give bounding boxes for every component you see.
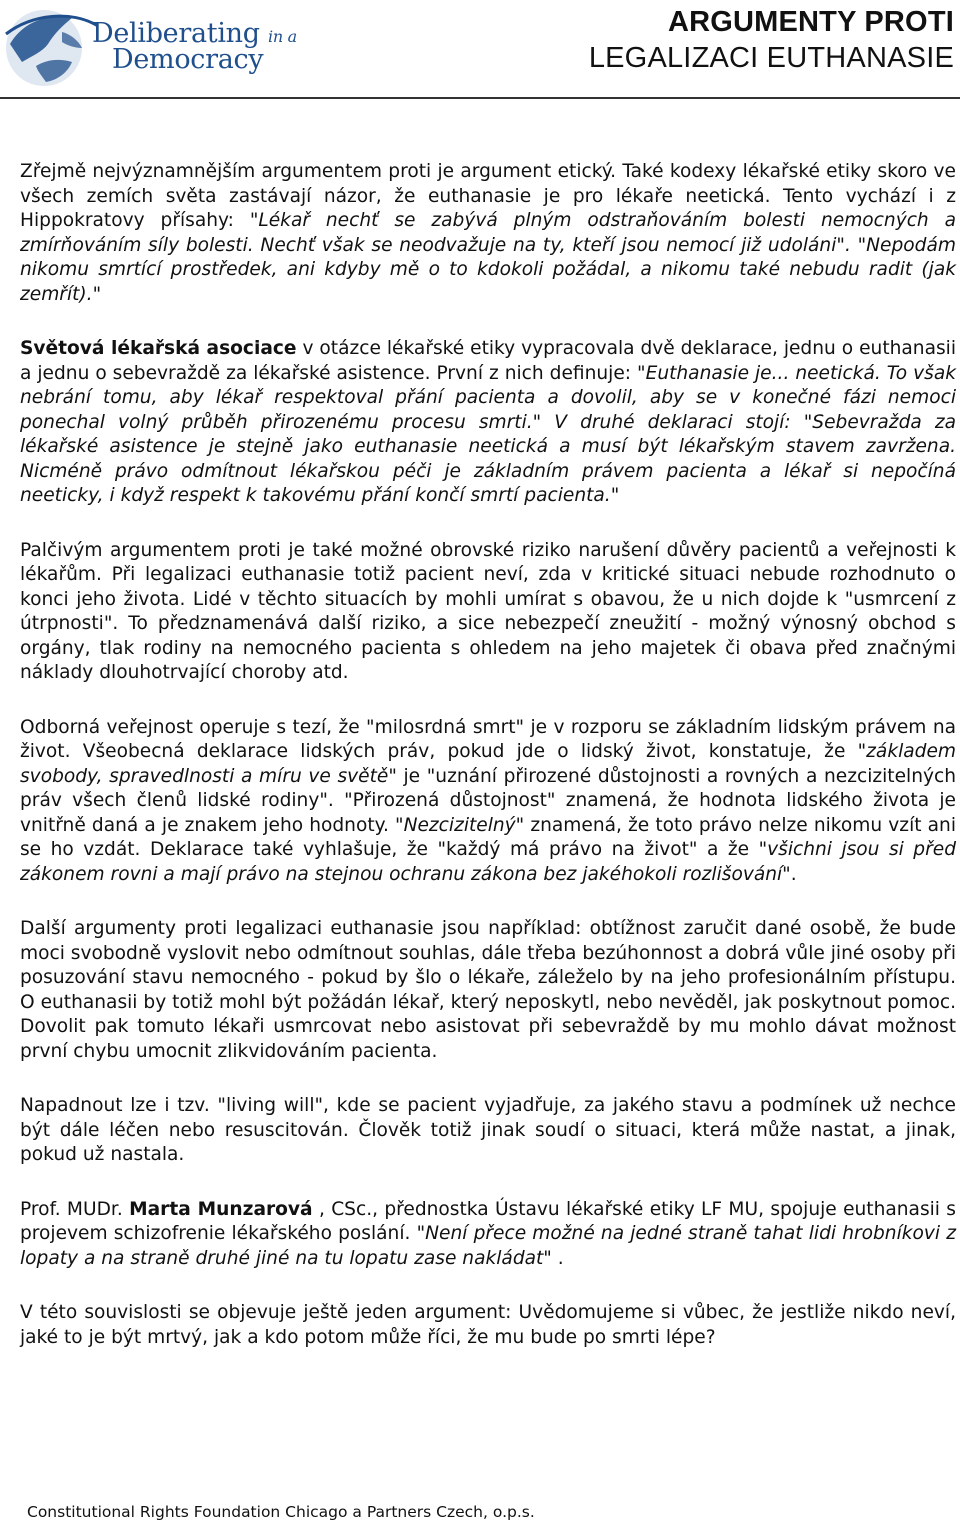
munzarova-quote: "Není přece možné na jedné straně tahat lidi hrobníkovi z lopaty a na straně druhé jiné na tu lopatu zase nakládat" <box>20 1223 956 1269</box>
paragraph-munzarova: Prof. MUDr. Marta Munzarová , CSc., přednostka Ústavu lékařské etiky LF MU, spojuje euthanasii s projevem schizofrenie lékařského poslání. "Není přece možné na jedné straně tahat lidi hrobníkovi z lopaty a na straně druhé jiné na tu lopatu zase nakládat" . <box>20 1198 956 1269</box>
paragraph-living-will: Napadnout lze i tzv. "living will", kde se pacient vyjadřuje, za jakého stavu a podmínek už nechce být dále léčen nebo resuscitován. Člověk totiž jinak soudí o situaci, která může nastat, a jinak, pokud už nastala. <box>20 1095 956 1165</box>
logo-text-line2: Democracy <box>112 44 264 75</box>
title-line1: ARGUMENTY PROTI <box>667 6 954 38</box>
paragraph-wma-declarations: Světová lékařská asociace v otázce lékařské etiky vypracovala dvě deklarace, jednu o euthanasii a jednu o sebevraždě za lékařské asistence. První z nich definuje: "Euthanasie je... neetická. To však nebrání tomu, aby lékař respektoval přání pacienta a dovolil, aby se v konečné fázi nemoci ponechal volný průběh přirozenému procesu smrti." V druhé deklaraci stojí: "Sebevražda za lékařské asistence je stejně jako euthanasie neetická a musí být lékařským stavem zavržena. Nicméně právo odmítnout lékařskou péči je základním právem pacienta a lékař si nepočíná neeticky, i když respekt k takovému přání končí smrtí pacienta." <box>20 338 956 506</box>
paragraph-ethical-argument: Zřejmě nejvýznamnějším argumentem proti je argument etický. Také kodexy lékařské etiky skoro ve všech zemích světa zastávají názor, že euthanasie je pro lékaře neetická. Tento vychází i z Hippokratovy přísahy: "Lékař nechť se zabývá plným odstraňováním bolesti nemocných a zmírňováním síly bolesti. Nechť však se neodvažuje na ty, kteří jsou nemocí již udoláni". "Nepodám nikomu smrtící prostředek, ani kdyby mě o to kdokoli požádal, a nikomu také nebudu radit (jak zemřít)." <box>20 161 957 305</box>
paragraph-human-rights: Odborná veřejnost operuje s tezí, že "milosrdná smrt" je v rozporu se základním lidským právem na život. Všeobecná deklarace lidských práv, pokud jde o lidský život, konstatuje, že "základem svobody, spravedlnosti a míru ve světě" je "uznání přirozené důstojnosti a rovných a nezcizitelných práv všech členů lidské rodiny". "Přirozená důstojnost" znamená, že hodnota lidského života je vnitřně daná a je znakem jeho hodnoty. "Nezcizitelný" znamená, že toto právo nelze nikomu vzít ani se ho vzdát. Deklarace také vyhlašuje, že "každý má právo na život" a že "všichni jsou si před zákonem rovni a mají právo na stejnou ochranu zákona bez jakéhokoli rozlišování". <box>20 716 956 885</box>
page-footer: Constitutional Rights Foundation Chicago a Partners Czech, o.p.s. <box>27 1503 535 1521</box>
logo-text-line1: Deliberating in a <box>92 18 297 49</box>
wma-name: Světová lékařská asociace <box>20 338 297 359</box>
author-name: Marta Munzarová <box>129 1198 313 1220</box>
header-rule <box>0 97 960 99</box>
page-header <box>0 0 960 100</box>
deliberating-in-a-democracy-logo <box>2 4 297 90</box>
hippocratic-oath-quote: "Lékař nechť se zabývá plným odstraňováním bolesti nemocných a zmírňováním síly bolesti. Nechť však se neodvažuje na ty, kteří jsou nemocí již udoláni". "Nepodám nikomu smrtící prostředek, ani kdyby mě o to kdokoli požádal, a nikomu také nebudu radit (jak zemřít)." <box>20 210 957 305</box>
paragraph-other-arguments: Další argumenty proti legalizaci euthanasie jsou například: obtížnost zaručit dané osobě, že bude moci svobodně vyslovit nebo odmítnout souhlas, dále třeba bezúhonnost a dobrá vůle jiné osoby při posuzování stavu nemocného - pokud by šlo o lékaře, záleželo by na jeho profesionálním přístupu. O euthanasii by totiž mohl být požádán lékař, který neposkytl, nebo nevěděl, jak poskytnout pomoc. Dovolit pak tomuto lékaři usmrcovat nebo asistovat při sebevraždě by mu mohlo dávat možnost první chybu umocnit zlikvidováním pacienta. <box>20 918 956 1062</box>
paragraph-trust-risk: Palčivým argumentem proti je také možné obrovské riziko narušení důvěry pacientů a veřejnosti k lékařům. Při legalizaci euthanasie totiž pacient neví, zda v kritické situaci nebude rozhodnuto o konci jeho života. Lidé v těchto situacích by mohli umírat s obavou, že u nich dojde k "usmrcení z útrpnosti". To předznamenává další riziko, a sice nebezpečí zneužití - možný výnosný obchod s orgány, tlak rodiny na nemocného pacienta s ohledem na jeho majetek či obava před značnými náklady dlouhotrvající choroby atd. <box>20 539 956 683</box>
document-title <box>589 4 954 76</box>
wma-quote: "Euthanasie je... neetická. To však nebrání tomu, aby lékař respektoval přání pacienta a dovolil, aby se v konečné fázi nemoci ponechal volný průběh přirozenému procesu smrti." V druhé deklaraci stojí: "Sebevražda za lékařské asistence je stejně jako euthanasie neetická a musí být lékařským stavem zavržena. Nicméně právo odmítnout lékařskou péči je základním právem pacienta a lékař si nepočíná neeticky, i když respekt k takovému přání končí smrtí pacienta." <box>20 362 956 506</box>
paragraph-final-argument: V této souvislosti se objevuje ještě jeden argument: Uvědomujeme si vůbec, že jestliže nikdo neví, jaké to je být mrtvý, jak a kdo potom může říci, že mu bude po smrti lépe? <box>20 1302 956 1348</box>
title-line2: LEGALIZACI EUTHANASIE <box>588 42 954 74</box>
article-body <box>20 160 956 1380</box>
globe-icon <box>2 4 102 94</box>
